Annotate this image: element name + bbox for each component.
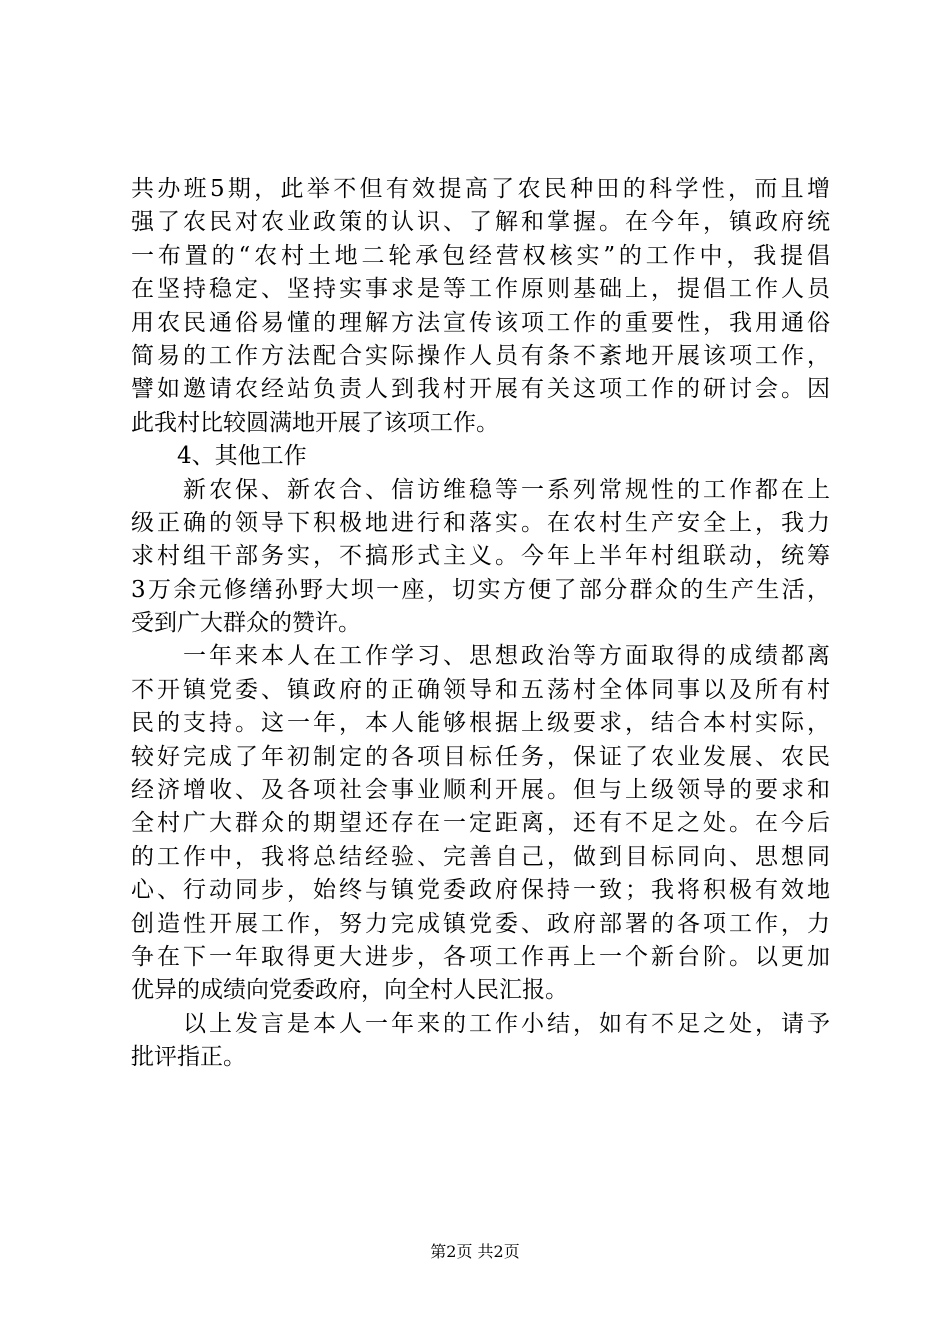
text-line: 一年来本人在工作学习、思想政治等方面取得的成绩都离 — [131, 643, 830, 670]
text-line: 的工作中，我将总结经验、完善自己，做到目标同向、思想同 — [131, 843, 830, 870]
text-line: 受到广大群众的赞许。 — [131, 610, 361, 637]
text-line: 强了农民对农业政策的认识、了解和掌握。在今年，镇政府统 — [131, 209, 830, 236]
page-footer: 第2页 共2页 — [430, 1242, 520, 1261]
text-line: 经济增收、及各项社会事业顺利开展。但与上级领导的要求和 — [131, 777, 830, 804]
text-line: 一布置的“农村土地二轮承包经营权核实”的工作中，我提倡 — [131, 242, 830, 269]
text-line: 4、其他工作 — [131, 443, 307, 470]
text-line: 较好完成了年初制定的各项目标任务，保证了农业发展、农民 — [131, 743, 830, 770]
text-line: 简易的工作方法配合实际操作人员有条不紊地开展该项工作， — [131, 342, 830, 369]
text-line: 全村广大群众的期望还存在一定距离，还有不足之处。在今后 — [131, 810, 830, 837]
text-line: 优异的成绩向党委政府，向全村人民汇报。 — [131, 977, 568, 1004]
text-line: 在坚持稳定、坚持实事求是等工作原则基础上，提倡工作人员 — [131, 276, 830, 303]
text-line: 心、行动同步，始终与镇党委政府保持一致；我将积极有效地 — [131, 877, 830, 904]
text-line: 级正确的领导下积极地进行和落实。在农村生产安全上，我力 — [131, 509, 830, 536]
text-line: 创造性开展工作，努力完成镇党委、政府部署的各项工作，力 — [131, 910, 830, 937]
text-line: 争在下一年取得更大进步，各项工作再上一个新台阶。以更加 — [131, 943, 830, 970]
text-line: 不开镇党委、镇政府的正确领导和五荡村全体同事以及所有村 — [131, 676, 830, 703]
text-line: 用农民通俗易懂的理解方法宣传该项工作的重要性，我用通俗 — [131, 309, 830, 336]
text-line: 此我村比较圆满地开展了该项工作。 — [131, 409, 499, 436]
text-line: 以上发言是本人一年来的工作小结，如有不足之处，请予 — [131, 1010, 830, 1037]
document-body — [131, 173, 830, 1075]
text-line: 共办班5期，此举不但有效提高了农民种田的科学性，而且增 — [131, 176, 830, 202]
text-line: 批评指正。 — [131, 1044, 246, 1071]
text-line: 新农保、新农合、信访维稳等一系列常规性的工作都在上 — [131, 476, 830, 503]
text-line: 求村组干部务实，不搞形式主义。今年上半年村组联动，统筹 — [131, 543, 830, 570]
text-line: 民的支持。这一年，本人能够根据上级要求，结合本村实际， — [131, 710, 830, 737]
text-line: 譬如邀请农经站负责人到我村开展有关这项工作的研讨会。因 — [131, 376, 830, 403]
text-line: 3万余元修缮孙野大坝一座，切实方便了部分群众的生产生活， — [131, 576, 830, 603]
